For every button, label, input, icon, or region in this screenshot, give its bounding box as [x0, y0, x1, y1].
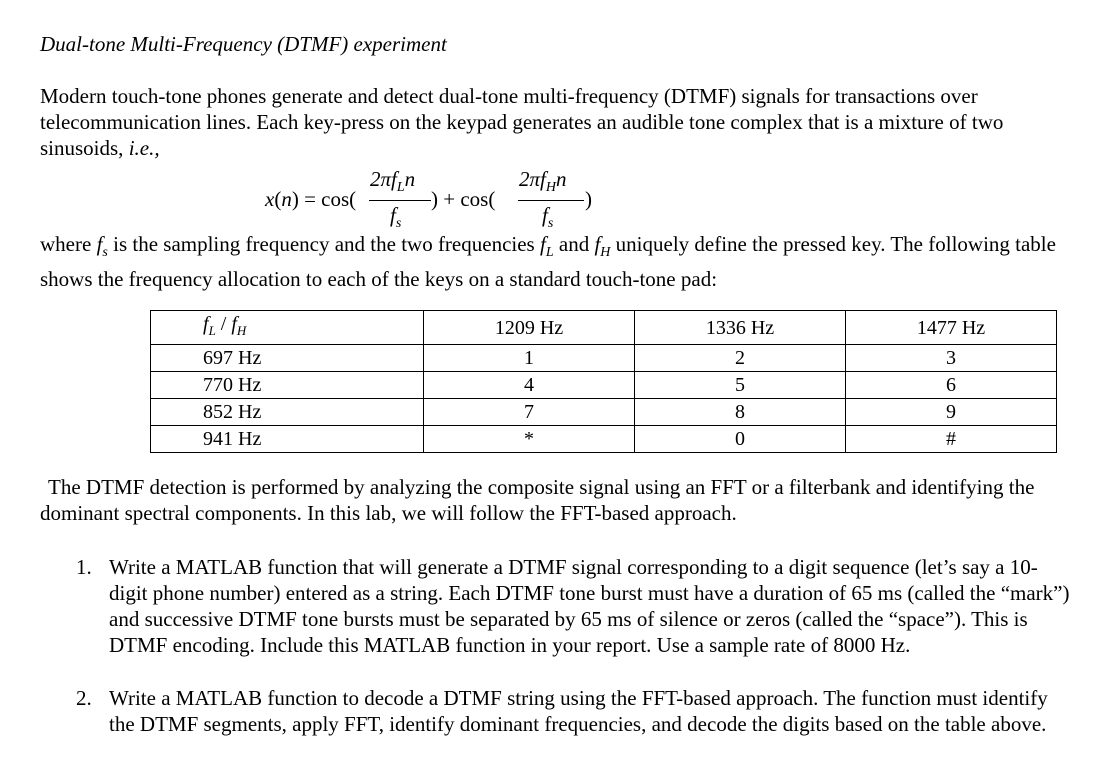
eq-denominator-2: $f_s$ — [542, 203, 554, 232]
table-cell: # — [846, 426, 1057, 453]
table-cell: 2 — [635, 345, 846, 372]
table-cell: * — [424, 426, 635, 453]
table-cell: 6 — [846, 372, 1057, 399]
table-cell: 8 — [635, 399, 846, 426]
table-column-header: 1209 Hz — [424, 311, 635, 345]
task-item-2 — [76, 685, 1076, 737]
table-row — [151, 426, 1057, 453]
detection-paragraph: The DTMF detection is performed by analyzing the composite signal using an FFT or a filterbank and identifying the dominant spectral components. In this lab, we will follow the FFT-based approach. — [40, 475, 1035, 525]
table-header-row — [151, 311, 1057, 345]
table-cell: 7 — [424, 399, 635, 426]
intro-paragraph — [40, 83, 1080, 161]
dtmf-frequency-table — [150, 310, 1057, 453]
task-number: 2. — [76, 686, 92, 710]
table-corner-cell: $f_L / f_H$ — [151, 311, 424, 345]
table-cell: 9 — [846, 399, 1057, 426]
dtmf-equation — [265, 167, 665, 231]
table-cell: 5 — [635, 372, 846, 399]
table-row — [151, 345, 1057, 372]
task-number: 1. — [76, 555, 92, 579]
eq-numerator-1: $2\pi f_Ln$ — [370, 167, 416, 196]
task-text: Write a MATLAB function to decode a DTMF string using the FFT-based approach. The function must identify the DTMF segments, apply FFT, identify dominant frequencies, and decode the digits based on the table above. — [109, 686, 1048, 736]
task-item-1 — [76, 554, 1076, 658]
eq-mid: ) + cos( — [431, 187, 496, 211]
intro-text: Modern touch-tone phones generate and detect dual-tone multi-frequency (DTMF) signals for transactions over telecommunication lines. Each key-press on the keypad generates an audible tone complex that is a mixture of two sinusoids, — [40, 84, 1004, 160]
table-cell: 3 — [846, 345, 1057, 372]
table-cell: 0 — [635, 426, 846, 453]
eq-lhs: x(n) = cos( — [265, 187, 357, 211]
eq-numerator-2: $2\pi f_Hn$ — [519, 167, 567, 196]
eq-fraction-bar-2 — [518, 200, 584, 201]
page-title: Dual-tone Multi-Frequency (DTMF) experiment — [40, 32, 447, 56]
intro-ie: i.e., — [128, 136, 160, 160]
table-row-header: 852 Hz — [151, 399, 424, 426]
table-column-header: 1336 Hz — [635, 311, 846, 345]
eq-fraction-bar-1 — [369, 200, 431, 201]
eq-close: ) — [585, 187, 592, 211]
table-row-header: 697 Hz — [151, 345, 424, 372]
table-row-header: 941 Hz — [151, 426, 424, 453]
table-row — [151, 399, 1057, 426]
task-text: Write a MATLAB function that will generate a DTMF signal corresponding to a digit sequence (let’s say a 10-digit phone number) entered as a string. Each DTMF tone burst must have a duration of 65 ms (called the “mark”) and successive DTMF tone bursts must be separated by 65 ms of silence or zeros (called the “space”). This is DTMF encoding. Include this MATLAB function in your report. Use a sample rate of 8000 Hz. — [109, 555, 1070, 657]
table-row — [151, 372, 1057, 399]
table-column-header: 1477 Hz — [846, 311, 1057, 345]
eq-denominator-1: $f_s$ — [390, 203, 402, 232]
table-cell: 1 — [424, 345, 635, 372]
table-row-header: 770 Hz — [151, 372, 424, 399]
table-cell: 4 — [424, 372, 635, 399]
where-paragraph: where $f_s$ is the sampling frequency and the two frequencies $f_L$ and $f_H$ uniquely define the pressed key. The following table shows the frequency allocation to each of the keys on a standard touch-tone pad: — [40, 232, 1056, 292]
